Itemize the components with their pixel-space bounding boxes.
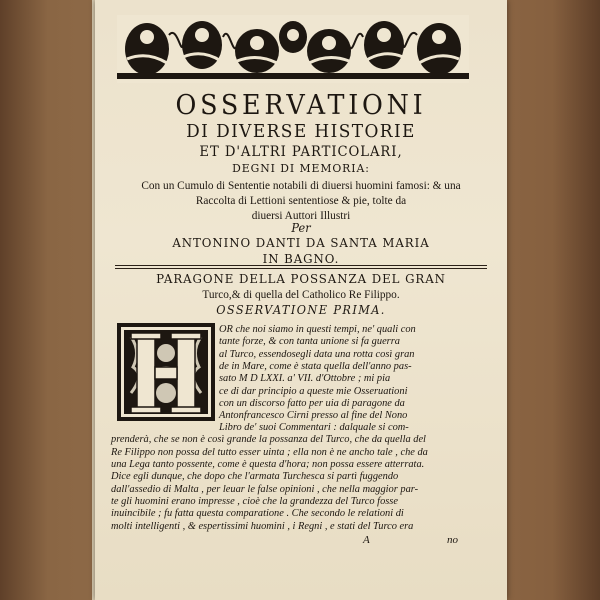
body-line: sato M D LXXI. a' VII. d'Ottobre ; mi pia bbox=[219, 373, 391, 384]
title-line-per: Per bbox=[291, 221, 311, 235]
catchword: no bbox=[447, 534, 458, 546]
body-line: con un discorso fatto per uia di paragone da bbox=[219, 398, 405, 409]
observation-label: OSSERVATIONE PRIMA. bbox=[216, 303, 386, 317]
body-line: prenderà, che se non è così grande la possanza del Turco, che da quella del bbox=[111, 434, 426, 445]
body-line: de in Mare, come è stata quella dell'anno pas- bbox=[219, 361, 412, 372]
title-line-6: Raccolta di Lettioni sententiose & pie, tolte da bbox=[195, 193, 407, 207]
body-line: Libro de' suoi Commentari : dalquale si com- bbox=[219, 422, 409, 433]
body-line: dall'assedio di Malta , per leuar le false opinioni , che nella maggior par- bbox=[111, 484, 419, 495]
body-line: OR che noi siamo in questi tempi, ne' quali con bbox=[219, 324, 416, 335]
body-line: Re Filippo non possa del tutto esser uinta ; ella non è ne ancho tale , che da bbox=[111, 447, 428, 458]
title-line-2: DI DIVERSE HISTORIE bbox=[186, 121, 416, 142]
divider-rule bbox=[115, 268, 487, 269]
body-line: una Lega tanto possente, come è questa d'hora; non possa essere atterrata. bbox=[111, 459, 425, 470]
divider-rule bbox=[115, 265, 487, 266]
title-line-3: ET D'ALTRI PARTICOLARI, bbox=[199, 144, 403, 160]
title-line-5: Con un Cumulo di Sententie notabili di diuersi huomini famosi: & una bbox=[141, 178, 461, 192]
title-main: OSSERVATIONI bbox=[175, 90, 427, 121]
decorated-initial bbox=[117, 323, 215, 421]
section-heading-1: PARAGONE DELLA POSSANZA DEL GRAN bbox=[156, 271, 446, 286]
woodcut-headpiece bbox=[117, 15, 469, 83]
body-line: ce di dar principio a queste mie Osseruationi bbox=[219, 386, 408, 397]
section-heading-2: Turco,& di quella del Catholico Re Filippo. bbox=[202, 287, 400, 301]
author-name: ANTONINO DANTI DA SANTA MARIA bbox=[172, 235, 430, 250]
body-line: te gli huomini erano impresse , cioè che la grandezza del Turco fosse bbox=[111, 496, 398, 507]
author-place: IN BAGNO. bbox=[262, 251, 340, 266]
body-line: tante forze, & con tanta unione si fa guerra bbox=[219, 336, 400, 347]
body-line: Dice egli dunque, che dopo che l'armata Turchesca si partì fuggendo bbox=[111, 471, 399, 482]
title-line-4: DEGNI DI MEMORIA: bbox=[232, 161, 370, 175]
title-line-7: diuersi Auttori Illustri bbox=[251, 208, 351, 222]
body-line: inuincibile ; fu fatta questa comparatione . Che secondo le relationi di bbox=[111, 508, 404, 519]
signature-mark: A bbox=[363, 534, 370, 546]
body-line: molti intelligenti , & espertissimi huomini , i Regni , e stati del Turco era bbox=[111, 521, 414, 532]
body-line: al Turco, essendosegli data una rotta così gran bbox=[219, 349, 415, 360]
body-line: Antonfrancesco Cirni presso al fine del Nono bbox=[219, 410, 408, 421]
book-page bbox=[95, 0, 507, 600]
